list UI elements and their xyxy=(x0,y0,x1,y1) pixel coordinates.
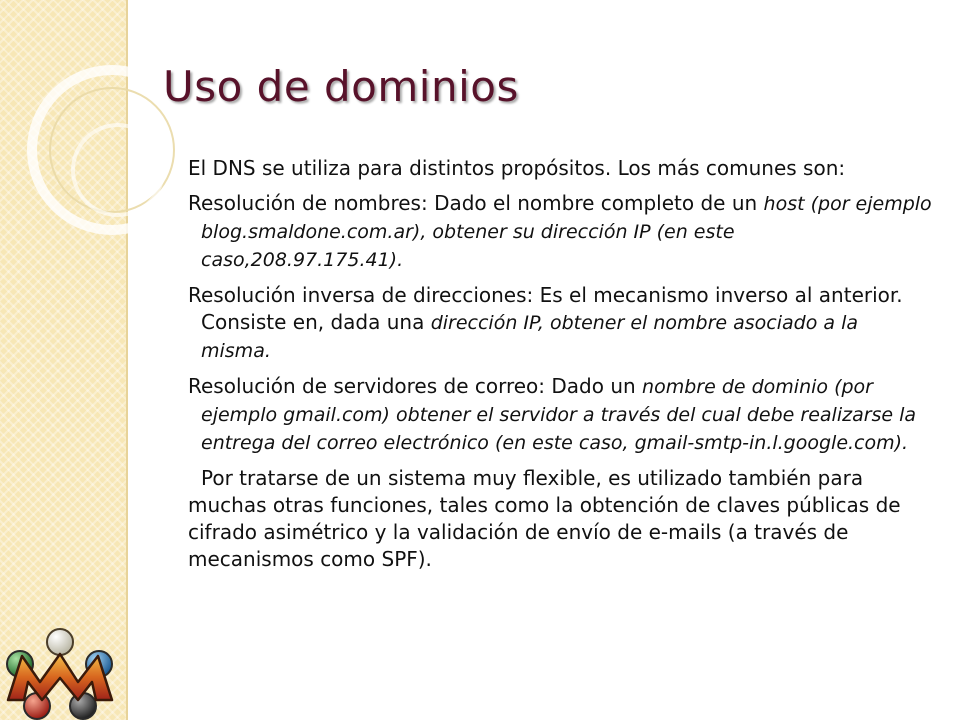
paragraph-text: Resolución de servidores de correo: Dado un xyxy=(188,374,643,398)
logo-m-icon xyxy=(0,626,120,720)
paragraph-italic: dirección IP, obtener el nombre asociado a la misma. xyxy=(201,312,858,362)
paragraph-reverse-resolution xyxy=(188,282,933,365)
slide-title: Uso de dominios xyxy=(163,62,519,111)
paragraph-italic: nombre de dominio (por ejemplo gmail.com) obtener el servidor a través del cual debe realizarse la entrega del correo electrónico (en este caso, gmail-smtp-in.l.google.com). xyxy=(201,376,917,454)
paragraph-other-uses xyxy=(188,465,933,573)
slide-body xyxy=(188,155,933,581)
paragraph-name-resolution xyxy=(188,190,933,274)
decorative-circles xyxy=(0,0,200,260)
paragraph-text: El DNS se utiliza para distintos propósitos. Los más comunes son: xyxy=(188,156,846,180)
paragraph-mail-servers xyxy=(188,373,933,457)
paragraph-intro xyxy=(188,155,933,182)
paragraph-text: Resolución inversa de direcciones: Es el mecanismo inverso al anterior. Consiste en, dada una xyxy=(188,283,903,334)
paragraph-italic: host (por ejemplo blog.smaldone.com.ar), obtener su dirección IP (en este caso,208.97.175.41). xyxy=(201,193,932,271)
paragraph-text: Por tratarse de un sistema muy flexible, es utilizado también para muchas otras funciones, tales como la obtención de claves públicas de cifrado asimétrico y la validación de envío de e-mails (a través de mecanismos como SPF). xyxy=(188,466,901,571)
paragraph-text: Resolución de nombres: Dado el nombre completo de un xyxy=(188,191,764,215)
